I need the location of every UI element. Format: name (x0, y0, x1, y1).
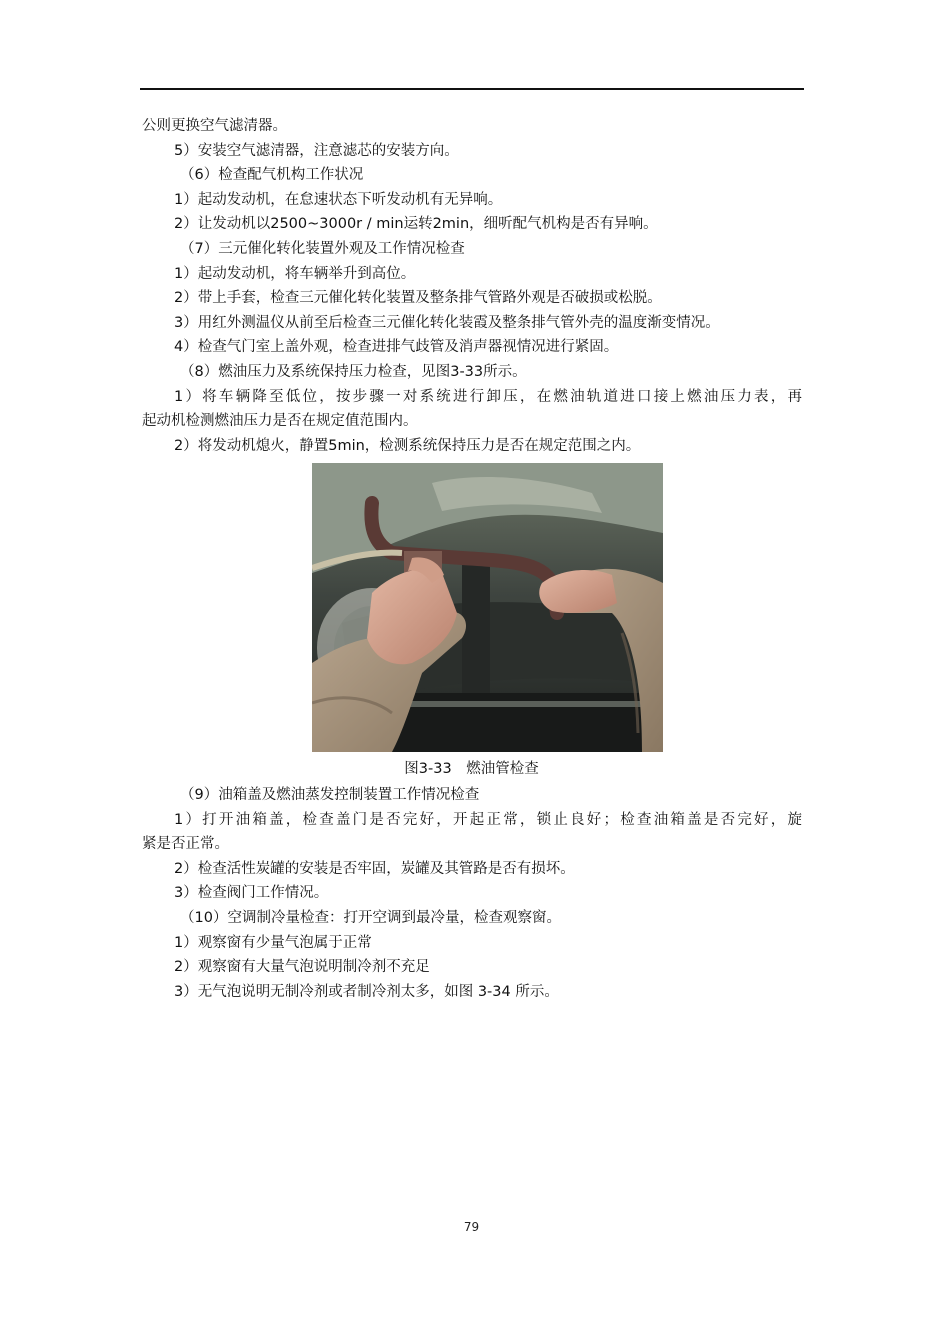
section-heading: （6）检查配气机构工作状况 (180, 167, 364, 184)
fuel-line-inspection-photo (312, 463, 663, 752)
section-heading: （7）三元催化转化装置外观及工作情况检查 (180, 240, 465, 257)
section-heading: （10）空调制冷量检查：打开空调到最冷量，检查观察窗。 (180, 909, 561, 926)
paragraph-line: 1）起动发动机，在怠速状态下听发动机有无异响。 (174, 191, 503, 208)
paragraph-line: 1）观察窗有少量气泡属于正常 (174, 934, 372, 951)
paragraph-line: 2）将发动机熄火，静置5min，检测系统保持压力是否在规定范围之内。 (174, 437, 641, 454)
body-text-top (142, 114, 802, 458)
paragraph-line: 1）将车辆降至低位，按步骤一对系统进行卸压，在燃油轨道进口接上燃油压力表，再 (174, 388, 802, 405)
body-text-bottom (142, 783, 802, 1004)
paragraph-line: 2）让发动机以2500~3000r / min运转2min，细听配气机构是否有异响。 (174, 216, 658, 233)
paragraph-line: 2）检查活性炭罐的安装是否牢固，炭罐及其管路是否有损坏。 (174, 860, 575, 877)
paragraph-line: 公则更换空气滤清器。 (142, 118, 287, 134)
paragraph-line: 1）打开油箱盖，检查盖门是否完好，开起正常，锁止良好；检查油箱盖是否完好，旋 (174, 811, 802, 828)
header-rule (140, 88, 804, 90)
page-number: 79 (463, 1220, 480, 1234)
section-heading: （8）燃油压力及系统保持压力检查，见图3-33所示。 (180, 363, 527, 380)
paragraph-line: 3）检查阀门工作情况。 (174, 885, 329, 902)
paragraph-line: 1）起动发动机，将车辆举升到高位。 (174, 265, 416, 282)
paragraph-line: 紧是否正常。 (142, 836, 229, 853)
paragraph-line: 2）带上手套，检查三元催化转化装置及整条排气管路外观是否破损或松脱。 (174, 290, 662, 307)
paragraph-line: 3）无气泡说明无制冷剂或者制冷剂太多，如图 3-34 所示。 (174, 983, 559, 1000)
paragraph-line: 2）观察窗有大量气泡说明制冷剂不充足 (174, 959, 430, 976)
paragraph-line: 4）检查气门室上盖外观，检查进排气歧管及消声器视情况进行紧固。 (174, 339, 619, 356)
section-heading: （9）油箱盖及燃油蒸发控制装置工作情况检查 (180, 787, 480, 803)
paragraph-line: 5）安装空气滤清器，注意滤芯的安装方向。 (174, 142, 459, 159)
figure-caption: 图3-33 燃油管检查 (404, 761, 539, 777)
paragraph-line: 起动机检测燃油压力是否在规定值范围内。 (142, 413, 418, 430)
paragraph-line: 3）用红外测温仪从前至后检查三元催化转化装霞及整条排气管外壳的温度渐变情况。 (174, 314, 720, 331)
